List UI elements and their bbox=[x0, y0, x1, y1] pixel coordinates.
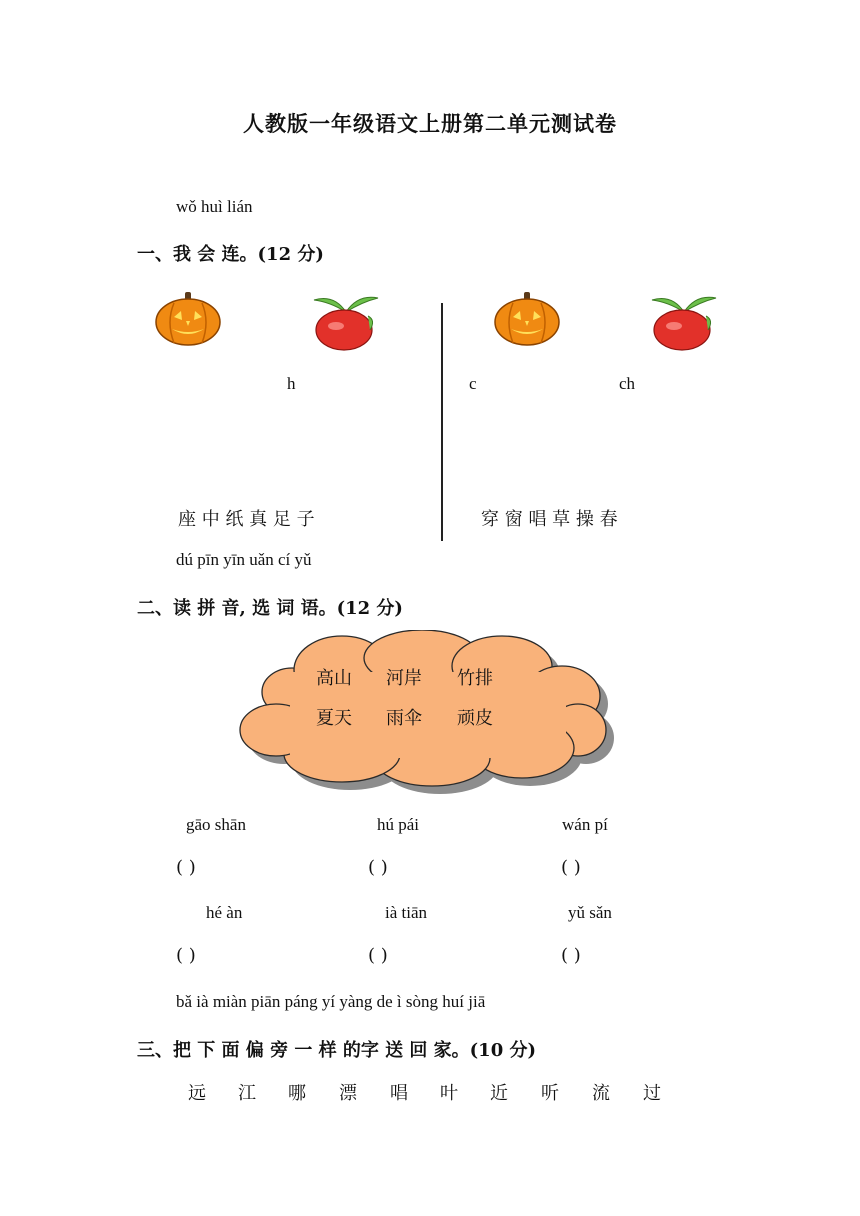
char-item: 唱 bbox=[390, 1083, 408, 1104]
char-item: 过 bbox=[643, 1083, 661, 1104]
apple-icon bbox=[648, 290, 720, 352]
answer-blank[interactable]: ( ) bbox=[561, 945, 581, 966]
char-item: 远 bbox=[188, 1083, 206, 1104]
answer-blank[interactable]: ( ) bbox=[176, 945, 196, 966]
word-cloud bbox=[232, 630, 622, 798]
char-item: 江 bbox=[238, 1083, 256, 1104]
left-characters: 座 中 纸 真 足 子 bbox=[178, 509, 315, 530]
pumpkin-icon bbox=[493, 291, 561, 347]
section2-pinyin: dú pīn yīn uǎn cí yǔ bbox=[176, 550, 312, 569]
section3-pinyin: bǎ ià miàn piān páng yí yàng de ì sòng huí jiā bbox=[176, 992, 486, 1011]
cloud-word: 河岸 bbox=[386, 668, 422, 689]
answer-blank[interactable]: ( ) bbox=[561, 857, 581, 878]
cloud-word: 高山 bbox=[316, 668, 352, 689]
cloud-word: 夏天 bbox=[316, 708, 352, 729]
section3-heading: 三、把 下 面 偏 旁 一 样 的字 送 回 家。(10 分) bbox=[137, 1040, 537, 1061]
vertical-divider bbox=[441, 303, 443, 541]
letter-label: h bbox=[287, 374, 296, 393]
page-title: 人教版一年级语文上册第二单元测试卷 bbox=[243, 111, 617, 136]
answer-blank[interactable]: ( ) bbox=[368, 857, 388, 878]
answer-blank[interactable]: ( ) bbox=[176, 857, 196, 878]
right-characters: 穿 窗 唱 草 操 春 bbox=[481, 509, 618, 530]
cloud-word: 竹排 bbox=[457, 668, 493, 689]
section1-heading: 一、我 会 连。(12 分) bbox=[137, 244, 324, 265]
char-item: 流 bbox=[592, 1083, 610, 1104]
letter-label: c bbox=[469, 374, 477, 393]
char-item: 近 bbox=[490, 1083, 508, 1104]
pinyin-prompt: wán pí bbox=[562, 815, 608, 834]
cloud-word: 顽皮 bbox=[457, 708, 493, 729]
char-item: 叶 bbox=[440, 1083, 458, 1104]
char-item: 哪 bbox=[288, 1083, 306, 1104]
char-item: 听 bbox=[541, 1083, 559, 1104]
pinyin-prompt: yǔ sǎn bbox=[568, 903, 612, 922]
pinyin-prompt: hú pái bbox=[377, 815, 420, 834]
cloud-word: 雨伞 bbox=[386, 708, 422, 729]
pinyin-prompt: ià tiān bbox=[385, 903, 428, 922]
answer-blank[interactable]: ( ) bbox=[368, 945, 388, 966]
section1-pinyin: wǒ huì lián bbox=[176, 197, 253, 216]
apple-icon bbox=[310, 290, 382, 352]
pinyin-prompt: gāo shān bbox=[186, 815, 246, 834]
pinyin-prompt: hé àn bbox=[206, 903, 243, 922]
section2-heading: 二、读 拼 音, 选 词 语。(12 分) bbox=[137, 598, 403, 619]
pumpkin-icon bbox=[154, 291, 222, 347]
letter-label: ch bbox=[619, 374, 636, 393]
char-item: 漂 bbox=[339, 1083, 357, 1104]
